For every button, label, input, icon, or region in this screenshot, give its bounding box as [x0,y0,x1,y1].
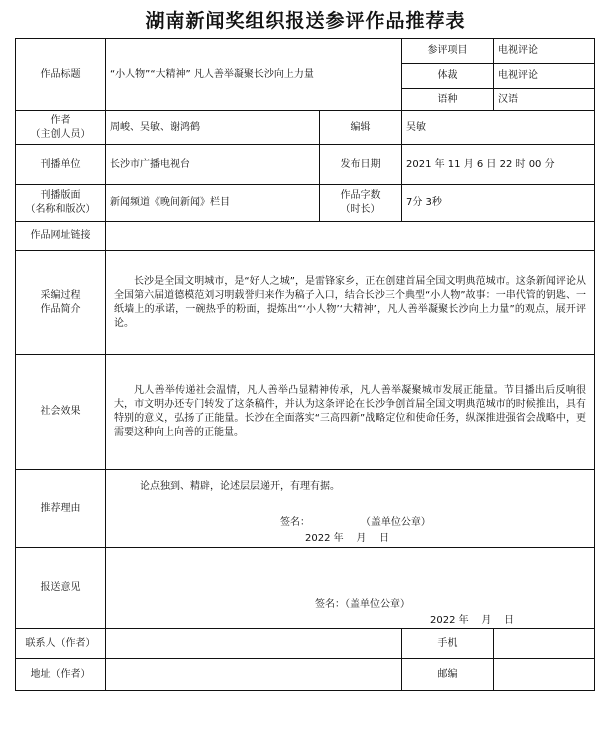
phone-value[interactable] [494,629,595,659]
process-label-line2: 作品简介 [40,303,81,315]
author-value[interactable]: 周峻、吴敏、谢鸿鹤 [106,111,320,145]
genre-label: 体裁 [402,64,494,89]
reason-text: 论点独到、精辟，论述层层递开，有理有据。 [140,481,340,492]
editor-label: 编辑 [320,111,402,145]
author-label-line1: 作者 [50,114,71,126]
process-label-line1: 采编过程 [40,289,81,301]
reason-cell[interactable] [106,470,595,548]
phone-label: 手机 [402,629,494,659]
recommendation-form [15,38,595,691]
reason-signature: 签名： （盖单位公章） [280,517,431,528]
url-value[interactable] [106,222,595,251]
language-label: 语种 [402,89,494,111]
author-label [16,111,106,145]
date-value[interactable]: 2021 年 11 月 6 日 22 时 00 分 [402,145,595,185]
reason-label: 推荐理由 [16,470,106,548]
edition-label [16,185,106,222]
date-label: 发布日期 [320,145,402,185]
page-title: 湖南新闻奖组织报送参评作品推荐表 [145,10,466,32]
language-value[interactable]: 汉语 [494,89,595,111]
reason-date: 2022 年 月 日 [305,533,390,544]
opinion-date: 2022 年 月 日 [430,615,515,626]
contact-label: 联系人（作者） [16,629,106,659]
url-label: 作品网址链接 [16,222,106,251]
opinion-signature: 签名：（盖单位公章） [315,599,410,610]
title-label: 作品标题 [16,39,106,111]
category-value[interactable]: 电视评论 [494,39,595,64]
length-label-line1: 作品字数 [340,190,381,201]
title-value[interactable]: “小人物”“大精神” 凡人善举凝聚长沙向上力量 [106,39,402,111]
unit-label: 刊播单位 [16,145,106,185]
effect-text[interactable]: 凡人善举传递社会温情，凡人善举凸显精神传承，凡人善举凝聚城市发展正能量。节目播出后反响很大，市文明办还专门转发了这条稿件，并认为这条评论在长沙争创首届全国文明典范城市的时候推出，具有特别的意义，弘扬了正能量。长沙在全面落实“三高四新”战略定位和使命任务，纵深推进强省会战略中，更需要这种向上向善的正能量。 [106,355,595,470]
edition-value[interactable]: 新闻频道《晚间新闻》栏目 [106,185,320,222]
postcode-value[interactable] [494,659,595,691]
opinion-cell[interactable] [106,548,595,629]
unit-value[interactable]: 长沙市广播电视台 [106,145,320,185]
opinion-label: 报送意见 [16,548,106,629]
effect-label: 社会效果 [16,355,106,470]
length-value[interactable]: 7分 3秒 [402,185,595,222]
process-text[interactable]: 长沙是全国文明城市，是“好人之城”，是雷锋家乡，正在创建首届全国文明典范城市。这条新闻评论从全国第六届道德模范刘习明载誉归来作为稿子入口，结合长沙三个典型“小人物”故事：一串代管的钥匙、一纸墙上的承诺，一碗热乎的粉面，提炼出“‘小人物’‘大精神’，凡人善举凝聚长沙向上力量”的观点，展开评论。 [106,251,595,355]
edition-label-line2: （名称和版次） [25,204,96,215]
edition-label-line1: 刊播版面 [40,190,81,201]
length-label-line2: （时长） [340,204,381,215]
editor-value[interactable]: 吴敏 [402,111,595,145]
process-label [16,251,106,355]
address-value[interactable] [106,659,402,691]
contact-value[interactable] [106,629,402,659]
genre-value[interactable]: 电视评论 [494,64,595,89]
postcode-label: 邮编 [402,659,494,691]
length-label [320,185,402,222]
author-label-line2: （主创人员） [30,128,91,140]
address-label: 地址（作者） [16,659,106,691]
category-label: 参评项目 [402,39,494,64]
